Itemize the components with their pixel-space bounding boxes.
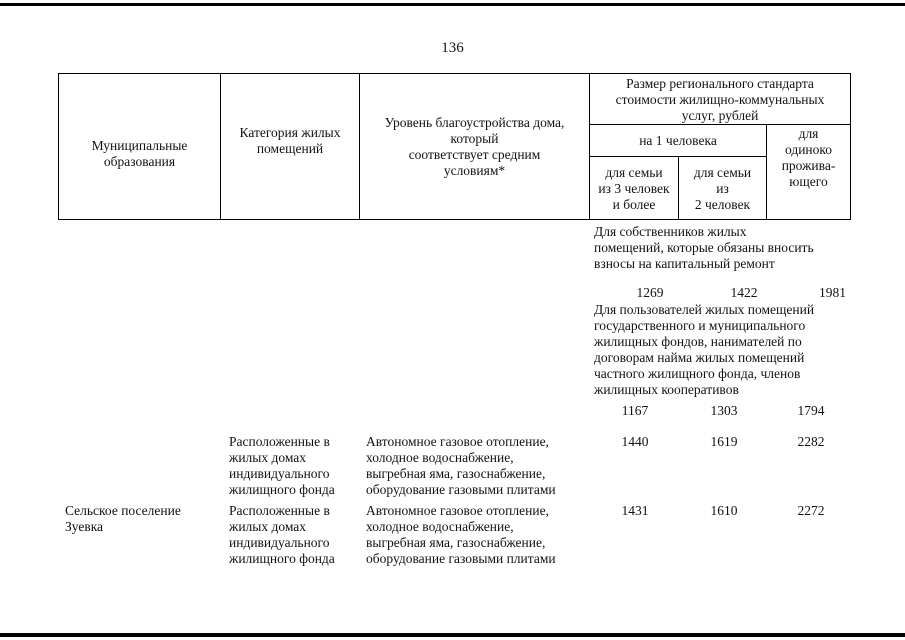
users-value-single: 1794 xyxy=(797,403,825,418)
row-value-family3: 1440 xyxy=(621,434,649,449)
users-value-family2: 1303 xyxy=(710,403,738,418)
header-standard: Размер регионального стандарта стоимости жилищно-коммунальных услуг, рублей xyxy=(615,76,825,123)
header-category: Категория жилых помещений xyxy=(239,125,341,156)
top-rule xyxy=(0,3,905,6)
header-per-person: на 1 человека xyxy=(639,133,717,148)
h-line-bottom xyxy=(58,219,851,220)
h-line-top xyxy=(58,73,851,74)
row-value-family2: 1610 xyxy=(710,503,738,518)
owners-value-family3: 1269 xyxy=(636,285,664,300)
v-line-7 xyxy=(850,73,851,220)
header-level: Уровень благоустройства дома, который соответствует средним условиям* xyxy=(384,115,565,178)
header-family3: для семьи из 3 человек и более xyxy=(598,165,670,212)
row-value-family2: 1619 xyxy=(710,434,738,449)
owners-value-family2: 1422 xyxy=(730,285,758,300)
page-number: 136 xyxy=(441,40,464,56)
row-municipality: Сельское поселение Зуевка xyxy=(65,503,181,534)
users-label: Для пользователей жилых помещений государственного и муниципального жилищных фондов, нанимателей по договорам найма жилых помещений частного жилищного фонда, членов жилищных кооперативов xyxy=(594,302,815,397)
row-category: Расположенные в жилых домах индивидуального жилищного фонда xyxy=(229,503,335,566)
row-value-single: 2282 xyxy=(797,434,825,449)
header-single: для одиноко прожива- ющего xyxy=(781,126,836,189)
owners-value-single: 1981 xyxy=(819,285,846,300)
row-value-family3: 1431 xyxy=(621,503,649,518)
h-line-standard xyxy=(589,124,851,125)
row-category: Расположенные в жилых домах индивидуального жилищного фонда xyxy=(229,434,335,497)
row-value-single: 2272 xyxy=(797,503,825,518)
users-value-family3: 1167 xyxy=(621,403,649,418)
row-level: Автономное газовое отопление, холодное водоснабжение, выгребная яма, газоснабжение, оборудование газовыми плитами xyxy=(366,434,556,497)
header-municipality: Муниципальные образования xyxy=(91,138,188,169)
owners-label: Для собственников жилых помещений, которые обязаны вносить взносы на капитальный ремонт xyxy=(594,224,814,271)
bottom-rule xyxy=(0,633,905,637)
header-family2: для семьи из 2 человек xyxy=(693,165,752,212)
row-level: Автономное газовое отопление, холодное водоснабжение, выгребная яма, газоснабжение, оборудование газовыми плитами xyxy=(366,503,556,566)
